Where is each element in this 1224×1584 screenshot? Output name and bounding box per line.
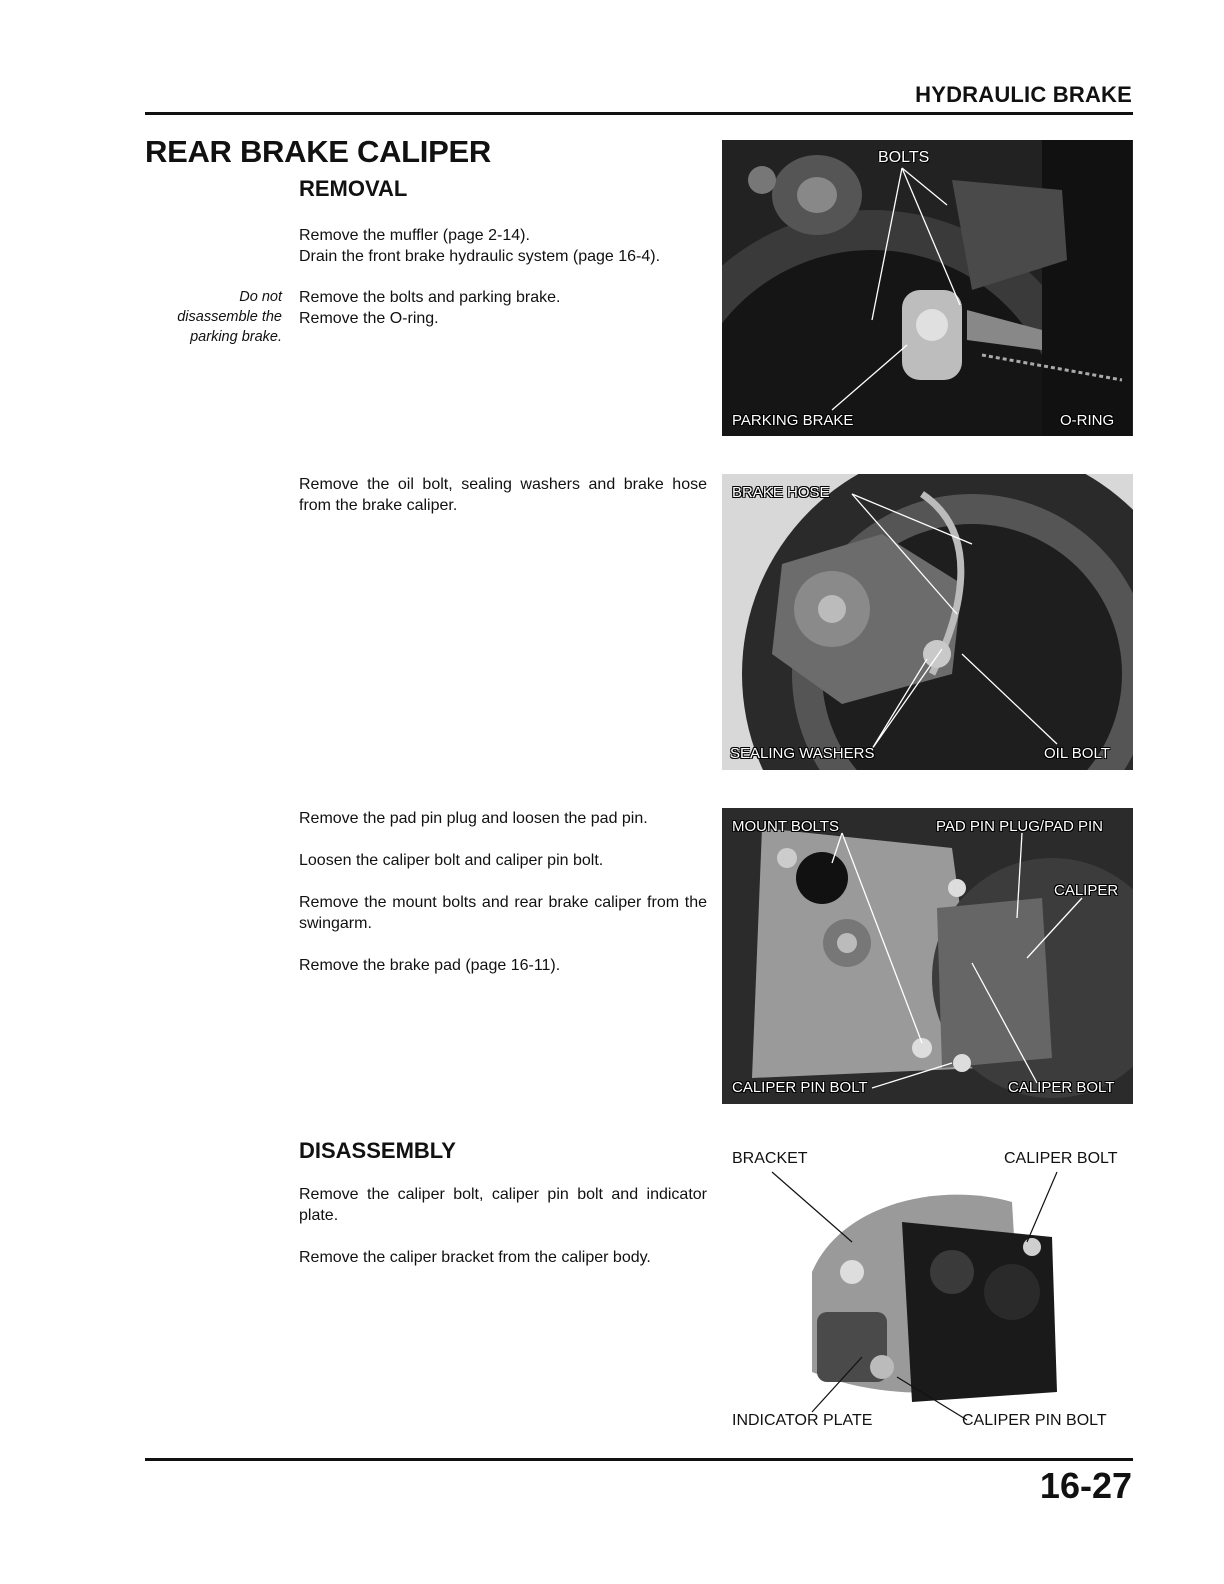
note-line: Do not xyxy=(239,289,282,305)
label-pad-pin-plug: PAD PIN PLUG/PAD PIN xyxy=(936,818,1103,835)
label-o-ring: O-RING xyxy=(1060,412,1115,429)
brake-hose-illustration xyxy=(722,474,1133,770)
label-caliper-pin-bolt-2: CALIPER PIN BOLT xyxy=(962,1412,1107,1429)
label-sealing-washers: SEALING WASHERS xyxy=(730,745,875,762)
label-oil-bolt: OIL BOLT xyxy=(1044,745,1110,762)
label-caliper-bolt-2: CALIPER BOLT xyxy=(1004,1150,1118,1167)
step-line: Remove the bolts and parking brake. xyxy=(299,289,561,306)
step-text: Remove the oil bolt, sealing washers and brake hose from the brake caliper. xyxy=(299,476,707,514)
removal-step-3 xyxy=(299,474,707,516)
disassembly-heading: DISASSEMBLY xyxy=(299,1138,456,1163)
label-caliper-bolt: CALIPER BOLT xyxy=(1008,1079,1115,1096)
removal-heading: REMOVAL xyxy=(299,176,408,201)
label-brake-hose: BRAKE HOSE xyxy=(732,484,830,501)
figure-parking-brake-photo xyxy=(722,140,1133,436)
parking-brake-illustration xyxy=(722,140,1133,436)
footer-rule xyxy=(145,1458,1133,1461)
page-number: 16-27 xyxy=(1039,1465,1132,1506)
step-text: Remove the caliper bracket from the caliper body. xyxy=(299,1249,651,1266)
step-text: Loosen the caliper bolt and caliper pin bolt. xyxy=(299,852,604,869)
header-rule xyxy=(145,112,1133,115)
step-text: Remove the mount bolts and rear brake caliper from the swingarm. xyxy=(299,894,707,932)
page-title: REAR BRAKE CALIPER xyxy=(145,134,491,169)
disassembly-steps xyxy=(299,1184,707,1268)
removal-step-4 xyxy=(299,808,707,976)
step-line: Remove the O-ring. xyxy=(299,310,439,327)
label-bolts: BOLTS xyxy=(878,149,930,166)
label-bracket: BRACKET xyxy=(732,1150,808,1167)
label-indicator-plate: INDICATOR PLATE xyxy=(732,1412,873,1429)
step-line: Drain the front brake hydraulic system (page 16-4). xyxy=(299,248,661,265)
step-line: Remove the muffler (page 2-14). xyxy=(299,227,530,244)
caliper-mount-illustration xyxy=(722,808,1133,1104)
label-mount-bolts: MOUNT BOLTS xyxy=(732,818,839,835)
section-header: HYDRAULIC BRAKE xyxy=(915,82,1132,107)
removal-step-2 xyxy=(299,287,707,329)
step-text: Remove the brake pad (page 16-11). xyxy=(299,957,561,974)
margin-note xyxy=(140,287,282,347)
step-text: Remove the caliper bolt, caliper pin bolt and indicator plate. xyxy=(299,1186,707,1224)
note-line: parking brake. xyxy=(190,329,282,345)
note-line: disassemble the xyxy=(177,309,282,325)
label-caliper-pin-bolt: CALIPER PIN BOLT xyxy=(732,1079,868,1096)
removal-step-1 xyxy=(299,225,707,267)
label-parking-brake: PARKING BRAKE xyxy=(732,412,854,429)
label-caliper: CALIPER xyxy=(1054,882,1119,899)
figure-brake-hose-photo xyxy=(722,474,1133,770)
figure-caliper-mount-photo xyxy=(722,808,1133,1104)
figure-caliper-disassembly xyxy=(722,1142,1133,1438)
step-text: Remove the pad pin plug and loosen the pad pin. xyxy=(299,810,648,827)
caliper-assembly-illustration xyxy=(722,1142,1133,1438)
